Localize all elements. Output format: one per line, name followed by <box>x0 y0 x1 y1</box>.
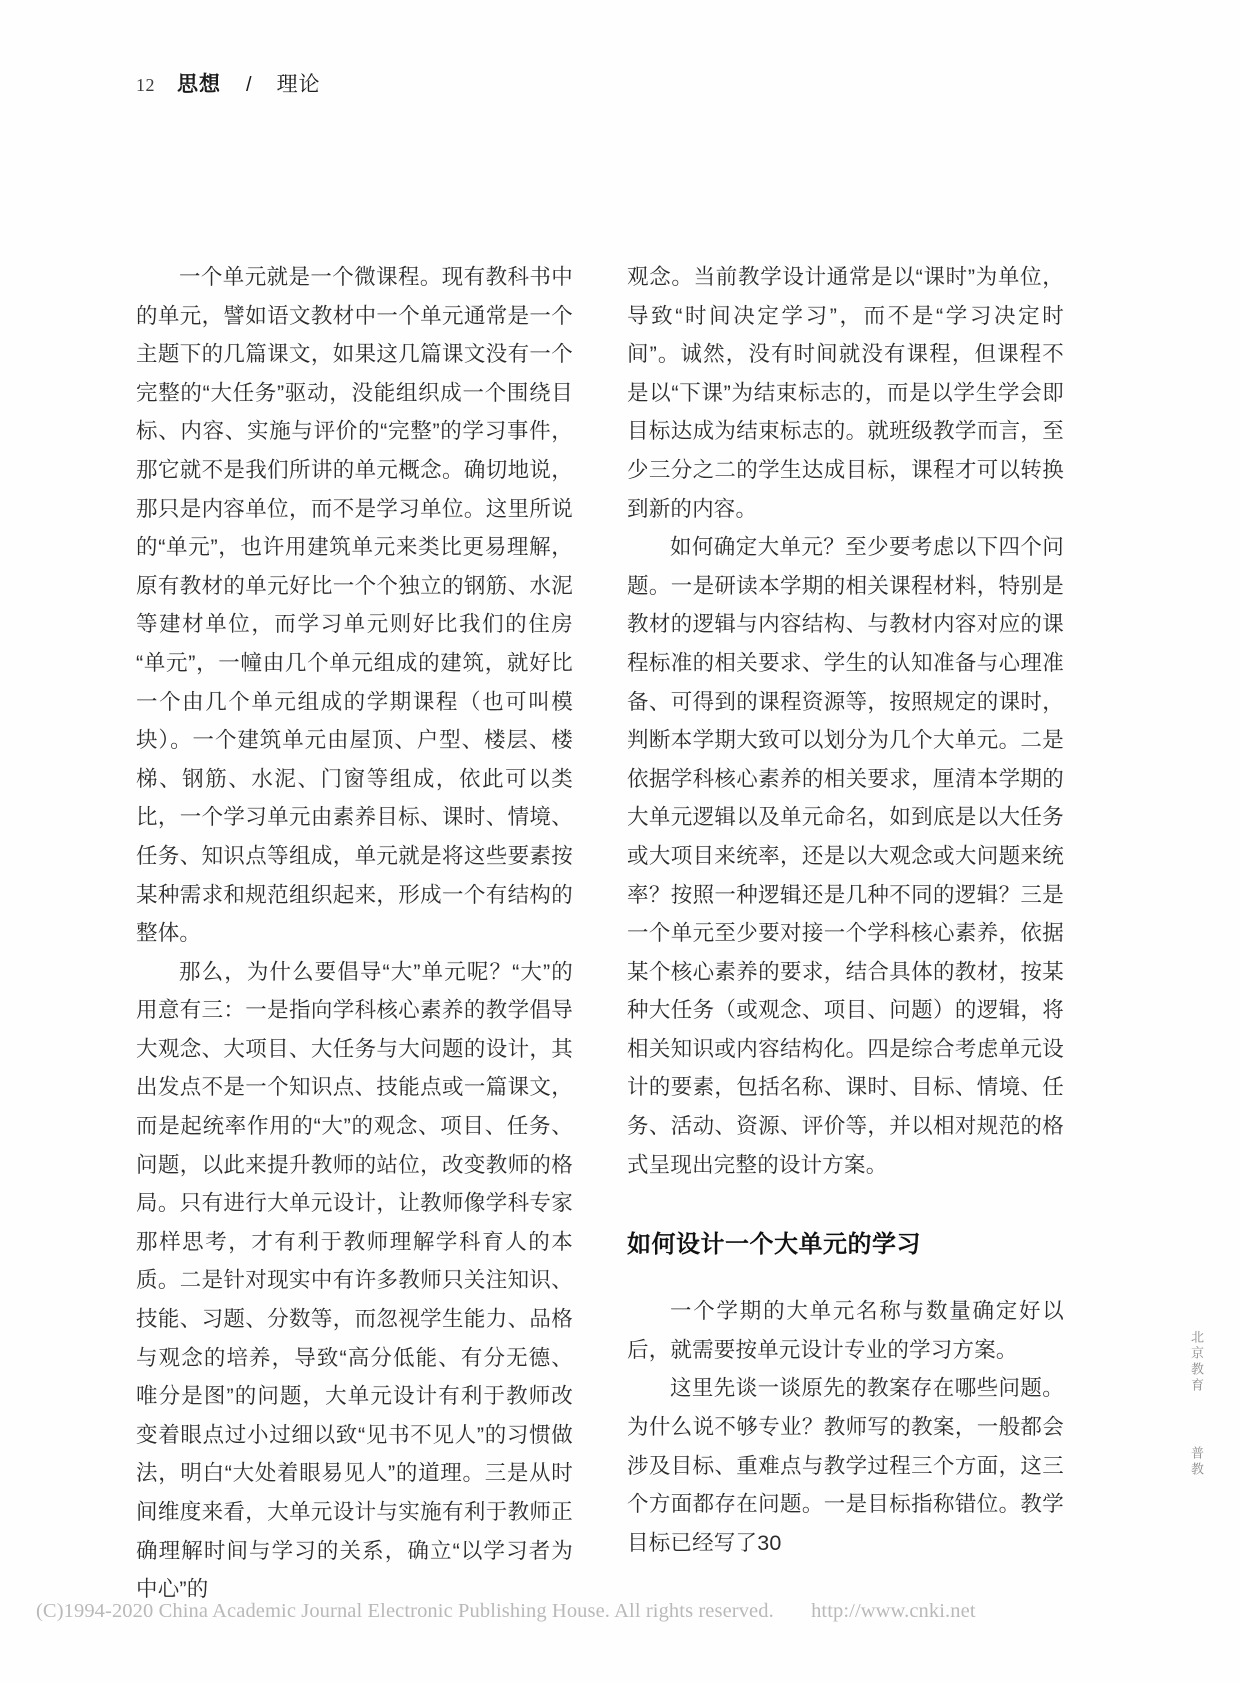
cnki-url: http://www.cnki.net <box>811 1600 976 1622</box>
right-column <box>627 258 1064 1609</box>
paragraph: 如何确定大单元？至少要考虑以下四个问题。一是研读本学期的相关课程材料，特别是教材的逻辑与内容结构、与教材内容对应的课程标准的相关要求、学生的认知准备与心理准备、可得到的课程资源等，按照规定的课时，判断本学期大致可以划分为几个大单元。二是依据学科核心素养的相关要求，厘清本学期的大单元逻辑以及单元命名，如到底是以大任务或大项目来统率，还是以大观念或大问题来统率？按照一种逻辑还是几种不同的逻辑？三是一个单元至少要对接一个学科核心素养，依据某个核心素养的要求，结合具体的教材，按某种大任务（或观念、项目、问题）的逻辑，将相关知识或内容结构化。四是综合考虑单元设计的要素，包括名称、课时、目标、情境、任务、活动、资源、评价等，并以相对规范的格式呈现出完整的设计方案。 <box>627 535 1064 1177</box>
paragraph: 一个学期的大单元名称与数量确定好以后，就需要按单元设计专业的学习方案。 <box>627 1299 1064 1362</box>
footer <box>36 1600 1204 1623</box>
paragraph: 一个单元就是一个微课程。现有教科书中的单元，譬如语文教材中一个单元通常是一个主题下的几篇课文，如果这几篇课文没有一个完整的“大任务”驱动，没能组织成一个围绕目标、内容、实施与评价的“完整”的学习事件，那它就不是我们所讲的单元概念。确切地说，那只是内容单位，而不是学习单位。这里所说的“单元”，也许用建筑单元来类比更易理解，原有教材的单元好比一个个独立的钢筋、水泥等建材单位，而学习单元则好比我们的住房“单元”，一幢由几个单元组成的建筑，就好比一个由几个单元组成的学期课程（也可叫模块）。一个建筑单元由屋顶、户型、楼层、楼梯、钢筋、水泥、门窗等组成，依此可以类比，一个学习单元由素养目标、课时、情境、任务、知识点等组成，单元就是将这些要素按某种需求和规范组织起来，形成一个有结构的整体。 <box>136 265 573 946</box>
publication-name: 北京教育 <box>1189 1330 1204 1394</box>
publication-side-label <box>1188 1330 1204 1478</box>
paragraph: 那么，为什么要倡导“大”单元呢？“大”的用意有三：一是指向学科核心素养的教学倡导大观念、大项目、大任务与大问题的设计，其出发点不是一个知识点、技能点或一篇课文，而是起统率作用的“大”的观念、项目、任务、问题，以此来提升教师的站位，改变教师的格局。只有进行大单元设计，让教师像学科专家那样思考，才有利于教师理解学科育人的本质。二是针对现实中有许多教师只关注知识、技能、习题、分数等，而忽视学生能力、品格与观念的培养，导致“高分低能、有分无德、唯分是图”的问题，大单元设计有利于教师改变着眼点过小过细以致“见书不见人”的习惯做法，明白“大处着眼易见人”的道理。三是从时间维度来看，大单元设计与实施有利于教师正确理解时间与学习的关系，确立“以学习者为中心”的 <box>136 959 573 1602</box>
copyright-text: (C)1994-2020 China Academic Journal Electronic Publishing House. All rights reserved. <box>36 1600 774 1622</box>
page-number: 12 <box>136 75 155 95</box>
section-name: 思想 <box>177 73 221 96</box>
article-body <box>136 258 1064 1609</box>
left-column <box>136 258 573 1609</box>
subsection-name: 理论 <box>276 73 321 96</box>
edition-name: 普教 <box>1189 1446 1204 1478</box>
paragraph: 这里先谈一谈原先的教案存在哪些问题。为什么说不够专业？教师写的教案，一般都会涉及目标、重难点与教学过程三个方面，这三个方面都存在问题。一是目标指称错位。教学目标已经写了30 <box>627 1376 1064 1555</box>
running-head <box>136 68 321 98</box>
section-heading: 如何设计一个大单元的学习 <box>627 1231 921 1259</box>
running-head-separator: / <box>246 74 252 96</box>
paragraph: 观念。当前教学设计通常是以“课时”为单位，导致“时间决定学习”，而不是“学习决定时间”。诚然，没有时间就没有课程，但课程不是以“下课”为结束标志的，而是以学生学会即目标达成为结束标志的。就班级教学而言，至少三分之二的学生达成目标，课程才可以转换到新的内容。 <box>627 265 1064 521</box>
